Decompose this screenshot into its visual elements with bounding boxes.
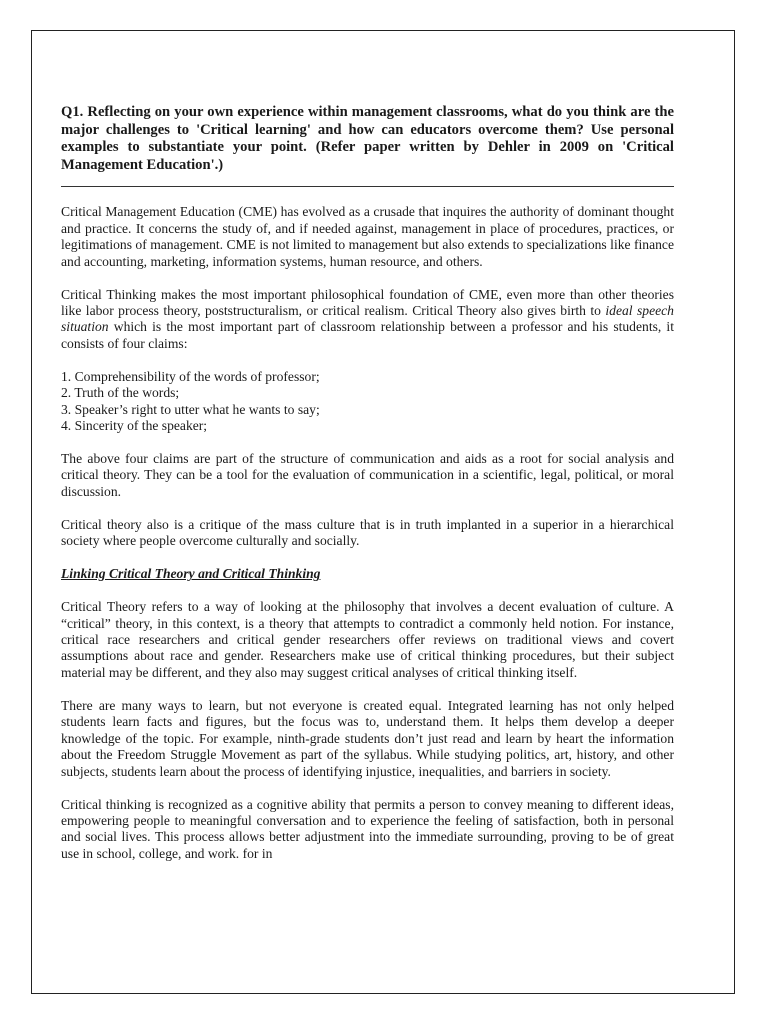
claims-list xyxy=(61,369,674,435)
paragraph-cognitive-ability: Critical thinking is recognized as a cognitive ability that permits a person to convey meaning to different ideas, empowering people to meaningful conversation and to experience the feeling of satisfaction, both in personal and social lives. This process allows better adjustment into the immediate surrounding, proving to be of great use in school, college, and work. for in xyxy=(61,796,674,861)
claim-item: 2. Truth of the words; xyxy=(61,385,180,401)
paragraph-cme-intro: Critical Management Education (CME) has evolved as a crusade that inquires the authority of dominant thought and practice. It concerns the study of, and if needed against, management in place of procedures, practices, or legitimations of management. CME is not limited to management but also extends to specializations like finance and accounting, marketing, information systems, human resource, and others. xyxy=(61,204,674,269)
paragraph-four-claims: The above four claims are part of the structure of communication and aids as a root for social analysis and critical theory. They can be a tool for the evaluation of communication in a scientific, legal, political, or moral discussion. xyxy=(61,451,674,499)
paragraph-ways-to-learn: There are many ways to learn, but not everyone is created equal. Integrated learning has not only helped students learn facts and figures, but the focus was to, understand them. It helps them develop a deeper knowledge of the topic. For example, ninth-grade students don’t just read and learn by heart the information about the Freedom Struggle Movement as part of the syllabus. While studying politics, art, history, and other subjects, students learn about the process of identifying injustice, inequalities, and barriers in society. xyxy=(61,697,674,779)
claim-item: 3. Speaker’s right to utter what he wants to say; xyxy=(61,401,320,417)
ideal-speech-situation-term: ideal speech situation xyxy=(61,303,674,335)
paragraph-mass-culture: Critical theory also is a critique of the mass culture that is in truth implanted in a superior in a hierarchical society where people overcome culturally and socially. xyxy=(61,516,674,549)
question-heading: Q1. Reflecting on your own experience within management classrooms, what do you think are the major challenges to 'Critical learning' and how can educators overcome them? Use personal examples to substantiate your point. (Refer paper written by Dehler in 2009 on 'Critical Management Education'.) xyxy=(61,104,674,173)
claim-item: 1. Comprehensibility of the words of professor; xyxy=(61,368,320,384)
document-body xyxy=(61,80,674,879)
paragraph-critical-theory: Critical Theory refers to a way of looking at the philosophy that involves a decent evaluation of culture. A “critical” theory, in this context, is a theory that attempts to contradict a commonly held notion. For instance, critical race researchers and critical gender researchers offer reviews on traditional views and covert assumptions about race and gender. Researchers make use of critical thinking procedures, but their subject material may be different, and they also may suggest critical analyses of critical thinking itself. xyxy=(61,599,674,680)
paragraph-text: Critical Thinking makes the most important philosophical foundation of CME, even more than other theories like labor process theory, poststructuralism, or critical realism. Critical Theory also gives birth to xyxy=(61,286,674,318)
horizontal-rule xyxy=(61,186,674,187)
claim-item: 4. Sincerity of the speaker; xyxy=(61,418,208,434)
paragraph-text: which is the most important part of classroom relationship between a professor and his students, it consists of four claims: xyxy=(61,319,674,351)
section-heading: Linking Critical Theory and Critical Thinking xyxy=(61,566,321,582)
paragraph-critical-thinking xyxy=(61,287,674,353)
